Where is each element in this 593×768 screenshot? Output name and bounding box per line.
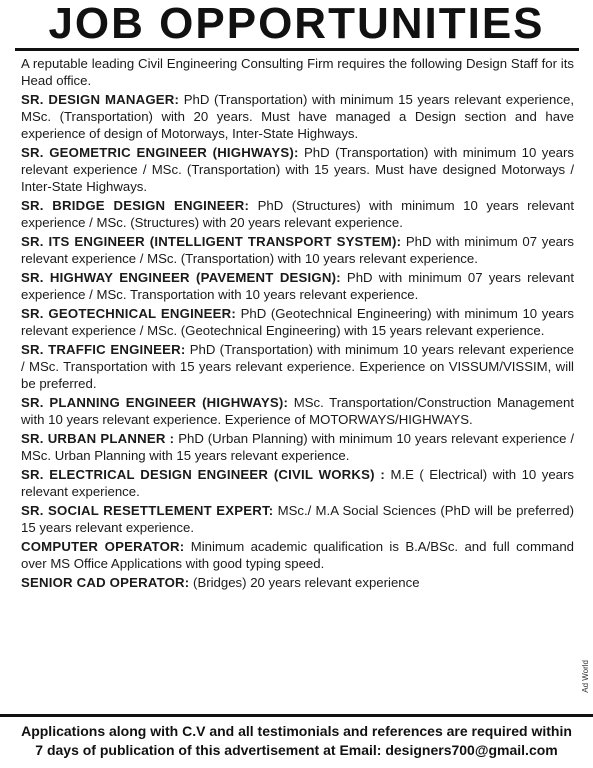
job-description: PhD (Transportation) with minimum 10 years relevant experience / MSc. Transportation with 15 years relevant experience. Experience on VISSUM/VISSIM, will be preferred.	[21, 342, 574, 391]
job-description: PhD (Transportation) with minimum 15 years relevant experience, MSc. (Transportation) with 20 years. Must have managed a Design section and have experience of design of Motorways, Inter-State Highways.	[21, 92, 574, 141]
job-description: MSc./ M.A Social Sciences (PhD will be preferred) 15 years relevant experience.	[21, 503, 574, 535]
job-description: PhD (Urban Planning) with minimum 10 years relevant experience / MSc. Urban Planning with 15 years relevant experience.	[21, 431, 574, 463]
job-title: SR. GEOTECHNICAL ENGINEER:	[21, 306, 236, 321]
job-title: SR. TRAFFIC ENGINEER:	[21, 342, 186, 357]
job-description: (Bridges) 20 years relevant experience	[193, 575, 420, 590]
job-listing	[21, 538, 574, 572]
job-listing	[21, 430, 574, 464]
job-listing	[21, 91, 574, 142]
job-description: PhD (Geotechnical Engineering) with minimum 10 years relevant experience / MSc. (Geotechnical Engineering) with 15 years relevant experience.	[21, 306, 574, 338]
job-listing	[21, 502, 574, 536]
job-title: SR. BRIDGE DESIGN ENGINEER:	[21, 198, 250, 213]
job-listing	[21, 233, 574, 267]
page-title: JOB OPPORTUNITIES	[48, 0, 545, 48]
job-title: SR. ELECTRICAL DESIGN ENGINEER (CIVIL WORKS) :	[21, 467, 385, 482]
job-title: SENIOR CAD OPERATOR:	[21, 575, 190, 590]
job-listing	[21, 341, 574, 392]
job-description: M.E ( Electrical) with 10 years relevant experience.	[21, 467, 574, 499]
job-description: MSc. Transportation/Construction Management with 10 years relevant experience. Experience of MOTORWAYS/HIGHWAYS.	[21, 395, 575, 427]
job-listing	[21, 197, 574, 231]
job-description: PhD (Structures) with minimum 10 years relevant experience / MSc. (Structures) with 20 years relevant experience.	[21, 198, 574, 230]
job-title: SR. DESIGN MANAGER:	[21, 92, 180, 107]
application-instructions	[0, 714, 593, 768]
footer-line-2: 7 days of publication of this advertisement at Email: designers700@gmail.com	[35, 742, 558, 758]
job-listing	[21, 305, 574, 339]
ad-body	[15, 48, 579, 591]
ad-agency-credit: Ad World	[581, 660, 590, 693]
job-description: PhD (Transportation) with minimum 10 years relevant experience / MSc. (Transportation) with 15 years. Must have designed Motorways / Inter-State Highways.	[21, 145, 574, 194]
intro-text: A reputable leading Civil Engineering Consulting Firm requires the following Design Staff for its Head office.	[21, 56, 574, 88]
job-listing	[21, 394, 574, 428]
job-listing	[21, 466, 574, 500]
job-title: COMPUTER OPERATOR:	[21, 539, 185, 554]
job-description: PhD with minimum 07 years relevant experience / MSc. (Transportation) with 10 years relevant experience.	[21, 234, 575, 266]
job-listing	[21, 574, 574, 591]
job-description: PhD with minimum 07 years relevant experience / MSc. Transportation with 10 years relevant experience.	[21, 270, 574, 302]
job-title: SR. URBAN PLANNER :	[21, 431, 175, 446]
job-title: SR. GEOMETRIC ENGINEER (HIGHWAYS):	[21, 145, 299, 160]
job-title: SR. SOCIAL RESETTLEMENT EXPERT:	[21, 503, 274, 518]
job-listing	[21, 269, 574, 303]
job-title: SR. PLANNING ENGINEER (HIGHWAYS):	[21, 395, 289, 410]
job-listing	[21, 144, 574, 195]
job-description: Minimum academic qualification is B.A/BSc. and full command over MS Office Applications with good typing speed.	[21, 539, 574, 571]
job-title: SR. ITS ENGINEER (INTELLIGENT TRANSPORT SYSTEM):	[21, 234, 402, 249]
footer-line-1: Applications along with C.V and all testimonials and references are required within	[21, 723, 572, 739]
job-title: SR. HIGHWAY ENGINEER (PAVEMENT DESIGN):	[21, 270, 341, 285]
